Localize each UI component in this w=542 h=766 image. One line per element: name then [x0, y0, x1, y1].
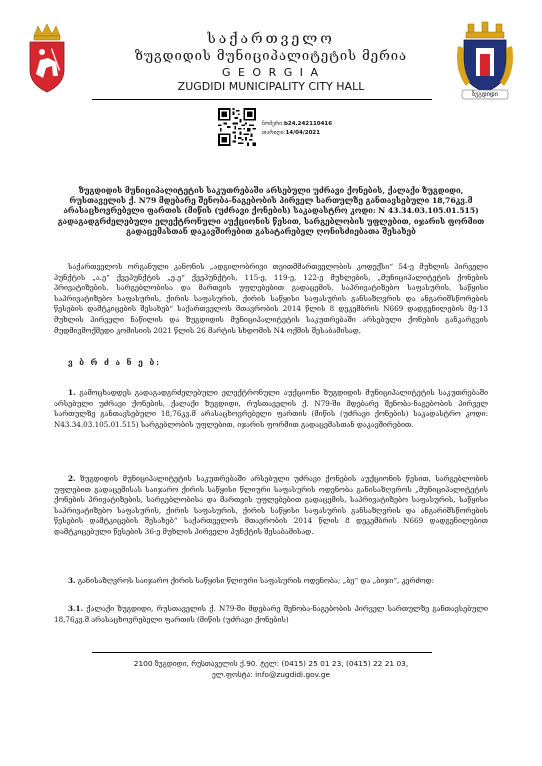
header-org-ka: ზუგდიდის მუნიციპალიტეტის მერია [134, 49, 408, 64]
georgia-coat-of-arms-icon [26, 22, 68, 96]
letterhead [90, 30, 452, 94]
date-label: თარიღი: [262, 130, 286, 136]
preamble: საქართველოს ორგანული კანონის „ადგილობრივი თვითმმართველობის კოდექსი“ 54-ე მუხლის პირველი პუნქტის „ა.ე“ ქვეპუნქტის „ე.ე“ ქვეპუნქტის, 115-ე, 119-ე, 122-ე მუხლების, „მუნიციპალიტეტის ქონების პრივატიზების, სარგებლობისა და მართვის უფლებებით გადაცემის, საპრივატიზებო საფასურის, საწყისი საპრივატიზებო საფასურის, ქირის საფასურის, ქირის საწყისი საფასურის განსაზღვრის და ანგარიშსწორების წესების დამტკიცების შესახებ“ საქართველოს მთავრობის 2014 წლის 8 დეკემბრის N669 დადგენილების მე-13 მუხლის პირველი ნაწილის და ზუგდიდის მუნიციპალიტეტის საკუთრებაში არსებული ქონების განკარგვის მუდმივმოქმედი კომისიის 2021 წლის 26 მარტის სხდომის N4 ოქმის შესაბამისად, [54, 262, 488, 335]
item-text: ქალაქი ზუგდიდი, რუსთაველის ქ. N79-ში მდებარე შენობა-ნაგებობის პირველ სართულზე განთავსებული 18,76კვ.მ არასაცხოვრებელი ფართის (მიწის (უძრავი ქონების) [54, 604, 488, 624]
item-text: ზუგდიდის მუნიციპალიტეტის საკუთრებაში არსებული უძრავი ქონების აუქციონის წესით, სარგებლობის უფლებით გადაცემისას საიჯარო ქირის საწყისი წლიური საფასურის ოდენობა განისაზღვროს „მუნიციპალიტეტის ქონების პრივატიზების, სარგებლობისა და მართვის უფლებებით გადაცემის, საპრივატიზებო საფასურის, საწყისი საპრივატიზებო საფასურის, ქირის საფასურის, ქირის საწყისი საფასურის განსაზღვრის და ანგარიშსწორების წესების დამტკიცების შესახებ“ საქართველოს მთავრობის 2014 წლის 8 დეკემბრის N669 დადგენილებით დამტკიცებული წესების 36-ე მუხლის პირველი პუნქტის შესაბამისად. [54, 474, 488, 536]
header-country-ka: საქართველო [207, 31, 335, 47]
item-3 [54, 576, 488, 587]
number-label: ნომერი: [262, 121, 284, 127]
footer-email: ელ.ფოსტა: info@zugdidi.gov.ge [211, 670, 331, 679]
emblem-right-label: ზუგდიდი [472, 91, 498, 98]
document-meta [262, 120, 332, 138]
footer-address: 2100 ზუგდიდი, რუსთაველის ქ.90. ტელ: (0415) 25 01 23, (0415) 22 21 03, [133, 659, 409, 668]
number-value: b24.242110416 [283, 121, 333, 127]
item-number: 2. [68, 474, 76, 483]
qr-code-icon [218, 108, 256, 146]
item-1 [54, 388, 488, 430]
document-title: ზუგდიდის მუნიციპალიტეტის საკუთრებაში არსებული უძრავი ქონების, ქალაქი ზუგდიდი, რუსთაველის ქ. N79 მდებარე შენობა-ნაგებობის პირველ სართულზე განთავსებული 18,76კვ.მ არასაცხოვრებელი ფართის (მიწის (უძრავი ქონების) საკადასტრო კოდი: N 43.34.03.105.01.515) გადაგადგრძელებული ელექტრონული აუქციონის წესით, სარგებლობის უფლებით, იჯარის ფორმით გადაცემასთან დაკავშირებით გასატარებელ ღონისძიებათა შესახებ [57, 186, 485, 236]
footer [60, 658, 482, 680]
item-number: 3. [68, 576, 76, 585]
item-number: 1. [68, 388, 76, 397]
footer-divider [92, 652, 432, 653]
item-text: გამოცხადდეს გადაგადგრძელებული ელექტრონული აუქციონი ზუგდიდის მუნიციპალიტეტის საკუთრებაში არსებული უძრავი ქონების, ქალაქი ზუგდიდი, რუსთაველის ქ. N79-ში მდებარე შენობა-ნაგებობის პირველ სართულზე განთავსებული 18,76კვ.მ არასაცხოვრებელი ფართის (მიწის (უძრავი ქონების) საკადასტრო კოდი: N43.34.03.105.01.515) სარგებლობის უფლებით, იჯარის ფორმით გადაცემასთან დაკავშირებით. [54, 388, 488, 429]
item-3-1 [54, 604, 488, 625]
item-text: განისაზღვროს საიჯარო ქირის საწყისი წლიური საფასურის ოდენობა; „ბე“ და „ბიჯი“, კერძოდ: [77, 576, 435, 585]
item-number: 3.1. [68, 604, 84, 613]
item-2 [54, 474, 488, 538]
header-divider [92, 99, 432, 100]
date-value: 14/04/2021 [285, 130, 321, 136]
header-country-en: G E O R G I A [221, 66, 321, 79]
header-org-en: ZUGDIDI MUNICIPALITY CITY HALL [177, 80, 365, 93]
decree-heading: ვ ბ რ ძ ა ნ ე ბ: [68, 358, 162, 367]
